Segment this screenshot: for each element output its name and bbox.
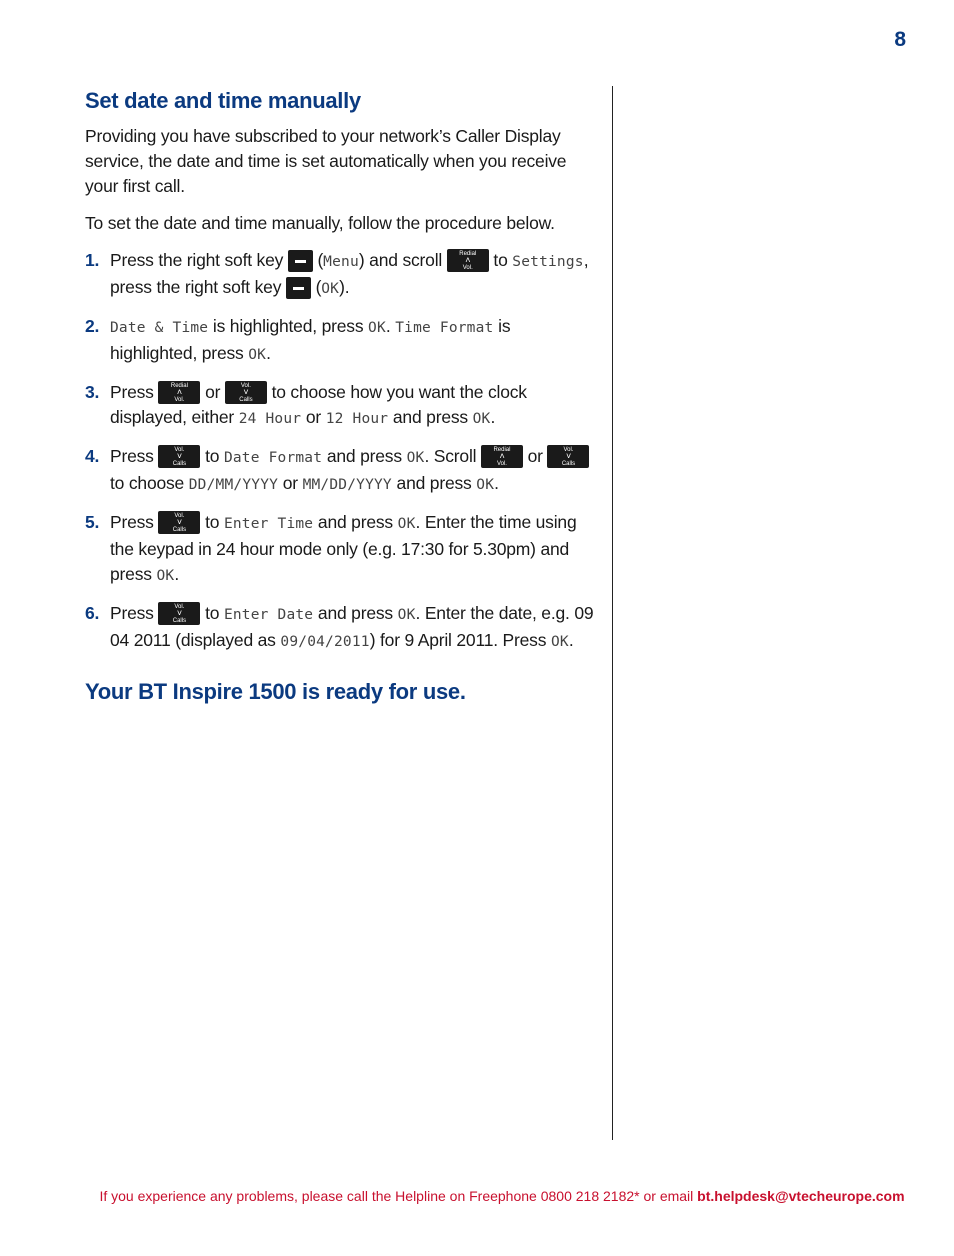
step-number: 1. [85,250,100,270]
helpline-footer [0,1188,954,1204]
step-text: . [494,473,499,493]
step-number: 5. [85,512,100,532]
step-text: . [174,564,180,584]
step-text: ( [312,250,324,270]
step-text: . [385,316,396,336]
right-soft-key-icon [288,250,313,272]
steps-list [85,248,600,655]
step-text: ( [310,277,322,297]
step-text: or [301,407,326,427]
step-2 [85,314,600,368]
step-text: or [522,446,548,466]
display-text: OK [156,568,175,584]
display-text: Date & Time [110,320,209,336]
step-text: . [568,630,574,650]
display-text: OK [550,634,569,650]
step-text: and press [313,512,398,532]
scroll-down-key-icon: Vol. ˅ Calls [158,602,200,625]
footer-text: If you experience any problems, please call the Helpline on Freephone 0800 218 2182* or email [99,1188,698,1204]
step-text: ). [339,277,350,297]
display-text: OK [406,450,425,466]
scroll-up-key-icon: Redial ˄ Vol. [481,445,523,468]
step-5 [85,510,600,589]
step-text: and press [388,407,473,427]
step-text: and press [313,603,398,623]
step-3 [85,380,600,432]
section-title: Set date and time manually [85,88,361,113]
display-text: 12 Hour [325,411,389,427]
step-number: 3. [85,382,100,402]
display-text: Enter Time [223,516,314,532]
display-text: Enter Date [223,607,314,623]
display-text: OK [321,281,340,297]
step-text: to choose [110,473,189,493]
step-text: . Enter the date, e.g. 09 04 2011 (displayed as [110,603,594,650]
ready-heading: Your BT Inspire 1500 is ready for use. [85,679,466,704]
procedure-intro: To set the date and time manually, follow the procedure below. [85,213,555,233]
display-text: Settings [512,254,584,270]
scroll-down-key-icon: Vol. ˅ Calls [225,381,267,404]
step-text: ) for 9 April 2011. Press [369,630,551,650]
step-number: 2. [85,316,100,336]
step-text: Press [110,512,159,532]
display-text: OK [368,320,386,336]
display-text: DD/MM/YYYY [188,477,279,493]
scroll-down-key-icon: Vol. ˅ Calls [158,511,200,534]
display-text: OK [472,411,491,427]
step-6 [85,601,600,655]
display-text: Date Format [223,450,323,466]
step-text: Press [110,446,159,466]
step-text: is highlighted, press [208,316,369,336]
display-text: 24 Hour [238,411,302,427]
step-1 [85,248,600,302]
step-text: or [278,473,303,493]
step-text: to [488,250,513,270]
intro-paragraph: Providing you have subscribed to your network’s Caller Display service, the date and time is set automatically when you receive your first call. [85,126,567,196]
step-number: 6. [85,603,100,623]
step-text: . [490,407,496,427]
step-text: . [266,343,271,363]
step-text: Press [110,603,159,623]
scroll-up-key-icon: Redial ˄ Vol. [447,249,489,272]
step-text: , press the right soft key [110,250,589,297]
display-text: OK [248,347,267,363]
step-text: Press [110,382,159,402]
step-text: to choose how you want the clock displayed, either [110,382,527,427]
display-text: Menu [323,254,359,270]
scroll-down-key-icon: Vol. ˅ Calls [547,445,589,468]
display-text: OK [476,477,495,493]
display-text: MM/DD/YYYY [302,477,392,493]
main-column [85,88,600,705]
display-text: 09/04/2011 [280,634,370,650]
step-text: and press [391,473,477,493]
step-text: . Enter the time using the keypad in 24 hour mode only (e.g. 17:30 for 5.30pm) and press [110,512,577,584]
right-soft-key-icon [286,277,311,299]
scroll-down-key-icon: Vol. ˅ Calls [158,445,200,468]
scroll-up-key-icon: Redial ˄ Vol. [158,381,200,404]
step-text: to [200,446,224,466]
step-text: to [200,512,224,532]
step-text: Press the right soft key [110,250,288,270]
display-text: OK [397,516,416,532]
step-text: . Scroll [424,446,481,466]
step-text: to [200,603,224,623]
display-text: OK [397,607,416,623]
step-text: ) and scroll [358,250,447,270]
step-text: or [200,382,225,402]
step-number: 4. [85,446,100,466]
display-text: Time Format [395,320,494,336]
column-divider [612,86,613,1140]
helpdesk-email-link[interactable]: bt.helpdesk@vtecheurope.com [697,1188,905,1204]
step-4 [85,444,600,498]
step-text: is highlighted, press [110,316,511,363]
page-number: 8 [894,28,906,51]
step-text: and press [322,446,407,466]
